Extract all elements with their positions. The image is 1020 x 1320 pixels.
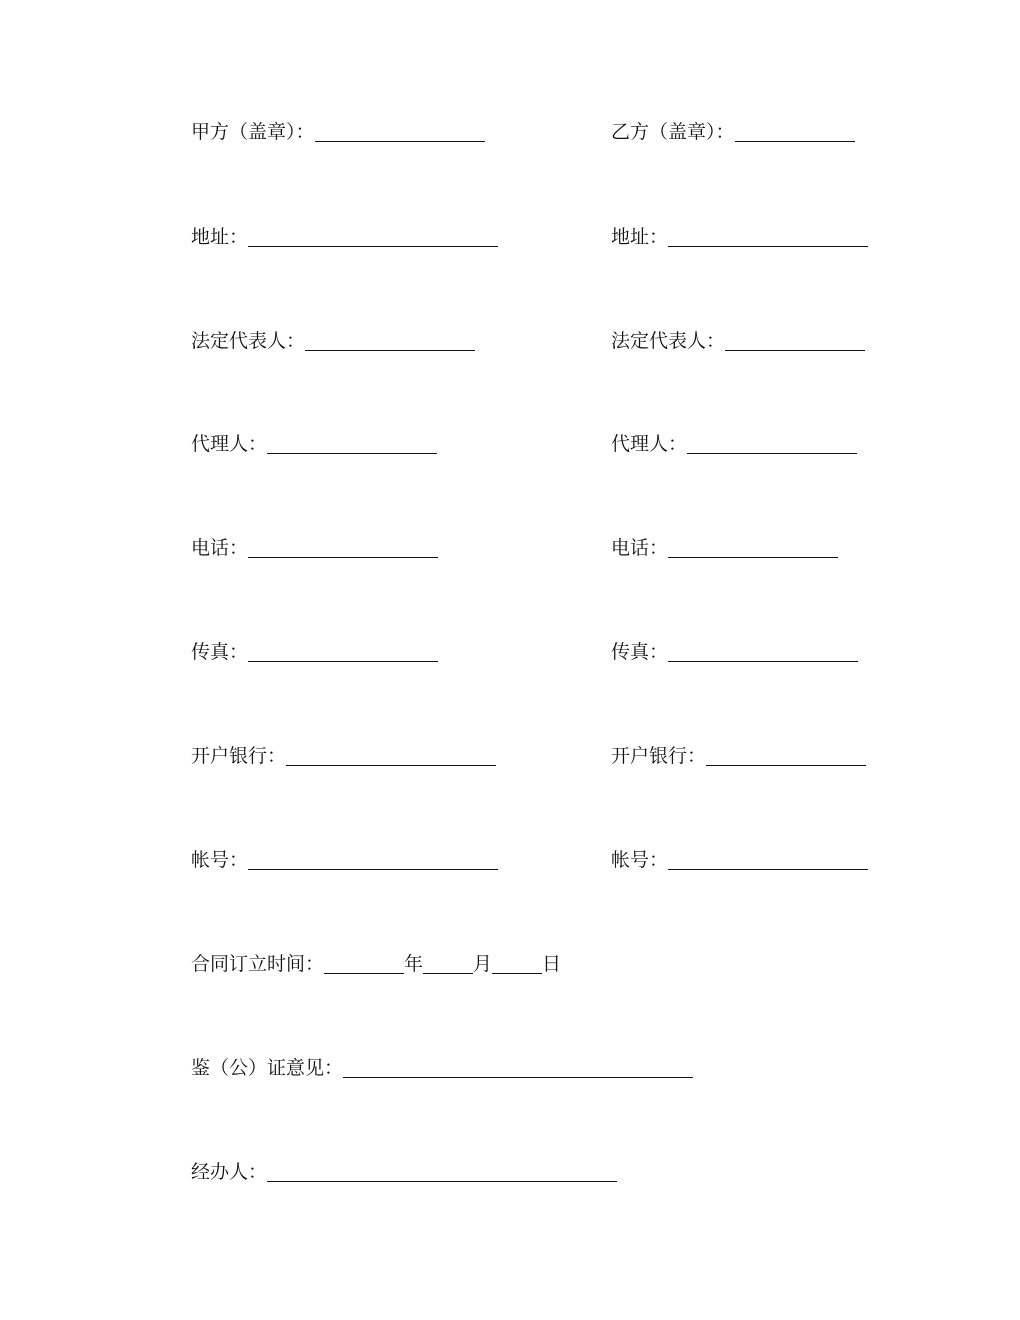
notary-opinion-label: 鉴（公）证意见： bbox=[191, 1057, 344, 1079]
party-a-agent-label: 代理人： bbox=[191, 433, 268, 455]
party-a-seal-field bbox=[191, 120, 485, 144]
party-b-fax-field bbox=[611, 640, 858, 664]
party-b-fax-label: 传真： bbox=[611, 641, 669, 663]
party-a-fax-field bbox=[191, 640, 438, 664]
contract-year-blank[interactable] bbox=[324, 955, 404, 974]
notary-opinion-field bbox=[191, 1056, 693, 1080]
party-b-phone-field bbox=[611, 536, 838, 560]
day-label: 日 bbox=[542, 953, 562, 975]
party-a-agent-field bbox=[191, 432, 437, 456]
party-b-agent-field bbox=[611, 432, 857, 456]
party-a-legal-rep-label: 法定代表人： bbox=[191, 330, 306, 352]
contract-date-field bbox=[191, 952, 561, 976]
year-label: 年 bbox=[404, 953, 424, 975]
party-b-address-field bbox=[611, 225, 868, 249]
party-a-bank-blank[interactable] bbox=[286, 747, 496, 766]
contract-date-label: 合同订立时间： bbox=[191, 953, 325, 975]
contract-day-blank[interactable] bbox=[492, 955, 542, 974]
party-a-account-field bbox=[191, 848, 498, 872]
party-b-address-blank[interactable] bbox=[668, 228, 868, 247]
party-b-seal-field bbox=[611, 120, 855, 144]
party-a-account-blank[interactable] bbox=[248, 851, 498, 870]
month-label: 月 bbox=[473, 953, 493, 975]
party-a-bank-label: 开户银行： bbox=[191, 745, 287, 767]
party-b-account-blank[interactable] bbox=[668, 851, 868, 870]
contract-month-blank[interactable] bbox=[423, 955, 473, 974]
party-a-fax-label: 传真： bbox=[191, 641, 249, 663]
party-a-fax-blank[interactable] bbox=[248, 643, 438, 662]
handler-label: 经办人： bbox=[191, 1161, 268, 1183]
party-a-legal-rep-blank[interactable] bbox=[305, 332, 475, 351]
party-b-bank-blank[interactable] bbox=[706, 747, 866, 766]
handler-field bbox=[191, 1160, 617, 1184]
party-b-phone-blank[interactable] bbox=[668, 539, 838, 558]
party-b-seal-blank[interactable] bbox=[735, 123, 855, 142]
party-a-seal-blank[interactable] bbox=[315, 123, 485, 142]
handler-blank[interactable] bbox=[267, 1163, 617, 1182]
party-b-phone-label: 电话： bbox=[611, 537, 669, 559]
party-a-seal-label: 甲方（盖章）： bbox=[191, 121, 315, 143]
party-b-account-label: 帐号： bbox=[611, 849, 669, 871]
party-a-phone-field bbox=[191, 536, 438, 560]
party-b-seal-label: 乙方（盖章）： bbox=[611, 121, 735, 143]
party-a-bank-field bbox=[191, 744, 496, 768]
party-b-legal-rep-field bbox=[611, 329, 865, 353]
party-b-address-label: 地址： bbox=[611, 226, 669, 248]
notary-opinion-blank[interactable] bbox=[343, 1059, 693, 1078]
party-b-bank-field bbox=[611, 744, 866, 768]
party-b-bank-label: 开户银行： bbox=[611, 745, 707, 767]
party-a-address-label: 地址： bbox=[191, 226, 249, 248]
party-b-fax-blank[interactable] bbox=[668, 643, 858, 662]
party-a-phone-blank[interactable] bbox=[248, 539, 438, 558]
party-a-account-label: 帐号： bbox=[191, 849, 249, 871]
party-b-agent-label: 代理人： bbox=[611, 433, 688, 455]
party-a-address-blank[interactable] bbox=[248, 228, 498, 247]
party-a-phone-label: 电话： bbox=[191, 537, 249, 559]
party-a-address-field bbox=[191, 225, 498, 249]
party-b-agent-blank[interactable] bbox=[687, 435, 857, 454]
party-a-legal-rep-field bbox=[191, 329, 475, 353]
party-b-account-field bbox=[611, 848, 868, 872]
party-b-legal-rep-blank[interactable] bbox=[725, 332, 865, 351]
party-b-legal-rep-label: 法定代表人： bbox=[611, 330, 726, 352]
party-a-agent-blank[interactable] bbox=[267, 435, 437, 454]
